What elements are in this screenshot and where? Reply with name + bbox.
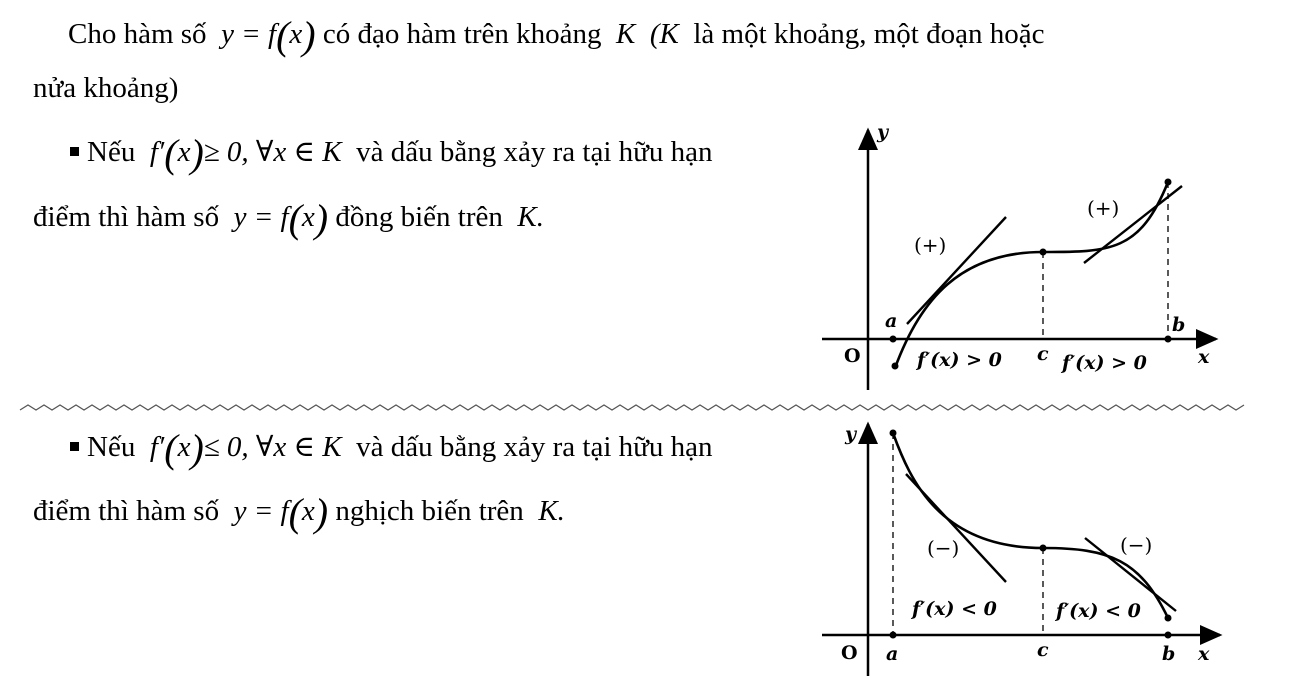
derivative-label: f′(x) < 0 [912, 598, 997, 620]
derivative-label: f′(x) < 0 [1056, 600, 1141, 622]
increasing-text-5: K. [517, 201, 544, 233]
intro-text-1: Cho hàm số [68, 18, 207, 50]
point-label-c: c [1037, 343, 1049, 365]
point-label-b: b [1162, 643, 1176, 665]
point-label-a: a [885, 310, 898, 332]
increasing-text-2: và dấu bằng xảy ra tại hữu hạn [356, 136, 713, 168]
wavy-divider [20, 405, 1244, 410]
decreasing-text-3: điểm thì hàm số [33, 495, 220, 527]
increasing-text-3: điểm thì hàm số [33, 201, 220, 233]
origin-label: O [844, 345, 861, 367]
origin-label: O [841, 642, 858, 664]
point-label-a: a [886, 643, 899, 665]
sign-label: (−) [927, 536, 960, 560]
interval-k: K [615, 18, 636, 50]
point-marker [1040, 545, 1047, 552]
derivative-condition-ge: f′(x)≥ 0, ∀x ∈ K [149, 131, 342, 176]
decreasing-text-1: Nếu [87, 431, 136, 463]
axis-label-x: x [1198, 643, 1210, 665]
sign-label: (+) [914, 233, 947, 257]
tangent-line [906, 474, 1006, 582]
decreasing-text-5: K. [538, 495, 565, 527]
axis-label-x: x [1198, 346, 1210, 368]
derivative-label: f′(x) > 0 [1062, 352, 1147, 374]
sign-label: (+) [1087, 196, 1120, 220]
point-marker [1165, 179, 1172, 186]
sign-label: (−) [1120, 533, 1153, 557]
point-label-b: b [1172, 314, 1186, 336]
point-marker [890, 632, 897, 639]
intro-text-2: có đạo hàm trên khoảng [322, 18, 602, 50]
graph-decreasing [822, 423, 1220, 676]
point-marker [1165, 632, 1172, 639]
derivative-label: f′(x) > 0 [917, 349, 1002, 371]
intro-text-3: là một khoảng, một đoạn hoặc [693, 18, 1045, 50]
intro-text-4: nửa khoảng) [33, 72, 179, 104]
point-marker [1165, 336, 1172, 343]
point-marker [1040, 249, 1047, 256]
axis-label-y: y [845, 423, 857, 445]
derivative-condition-le: f′(x)≤ 0, ∀x ∈ K [149, 426, 342, 471]
decreasing-text-4: nghịch biến trên [335, 495, 524, 527]
graph-increasing [822, 121, 1216, 390]
increasing-text-1: Nếu [87, 136, 136, 168]
decreasing-text-2: và dấu bằng xảy ra tại hữu hạn [356, 431, 713, 463]
function-expression: y = f(x) [221, 13, 316, 58]
interval-k-paren: (K [649, 18, 679, 50]
increasing-text-4: đồng biến trên [335, 201, 503, 233]
function-expression: y = f(x) [233, 196, 329, 241]
axis-label-y: y [877, 121, 889, 143]
point-label-c: c [1037, 639, 1049, 661]
point-marker [1165, 615, 1172, 622]
function-expression: y = f(x) [233, 490, 329, 535]
point-marker [890, 336, 897, 343]
point-marker [890, 430, 897, 437]
point-marker [892, 363, 899, 370]
function-curve-decreasing [893, 433, 1168, 618]
